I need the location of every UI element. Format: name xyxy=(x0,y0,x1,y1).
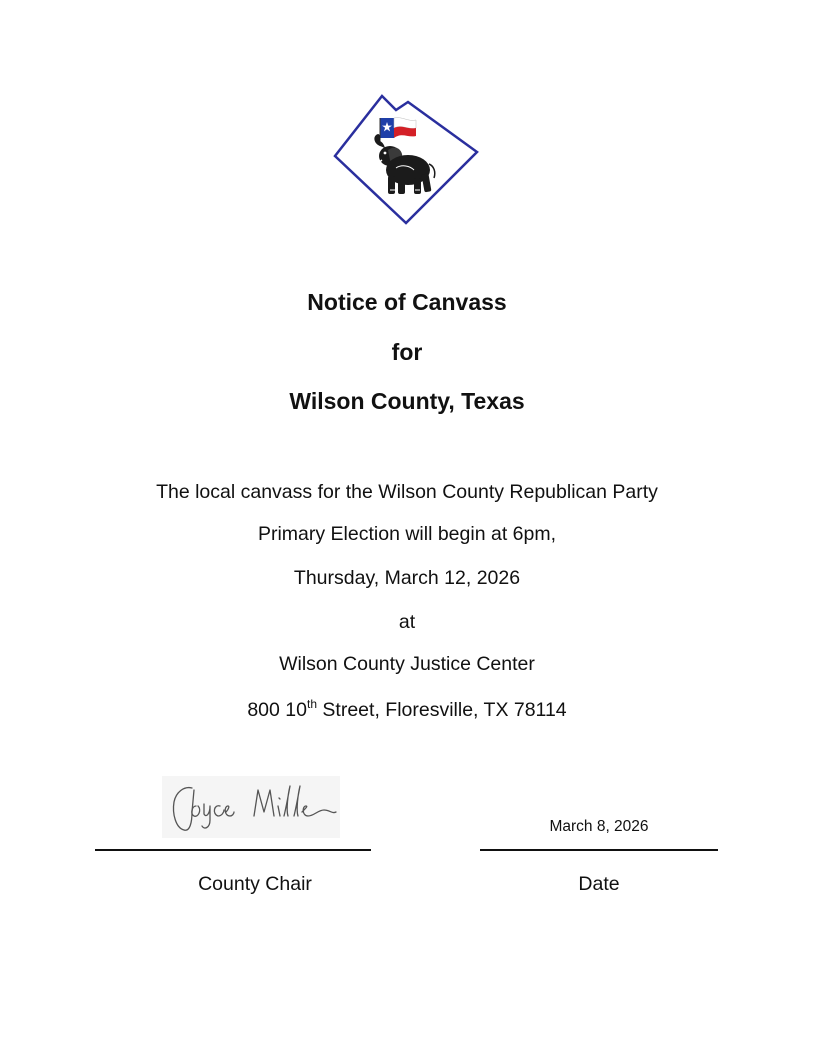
signed-date: March 8, 2026 xyxy=(549,818,649,835)
county-chair-label: County Chair xyxy=(198,873,312,895)
body-line-date: Thursday, March 12, 2026 xyxy=(293,567,521,589)
handwritten-signature xyxy=(162,776,340,838)
elephant-icon xyxy=(374,134,434,194)
body-line-election-start: Primary Election will begin at 6pm, xyxy=(257,523,557,545)
address-ordinal-suffix: th xyxy=(306,697,317,711)
address-rest: Street, Floresville, TX 78114 xyxy=(317,699,567,721)
body-line-address xyxy=(0,697,814,723)
texas-flag-icon xyxy=(380,118,416,146)
notice-title: Notice of Canvass xyxy=(307,289,507,315)
body-line-location: Wilson County Justice Center xyxy=(279,653,535,675)
date-label: Date xyxy=(578,873,620,895)
party-logo-icon xyxy=(330,94,482,226)
notice-title-county: Wilson County, Texas xyxy=(289,388,525,414)
notice-title-for: for xyxy=(391,339,423,365)
date-signature-line xyxy=(480,849,718,851)
body-line-canvass: The local canvass for the Wilson County Republican Party xyxy=(156,481,658,503)
address-number: 800 10 xyxy=(247,699,307,721)
body-line-at: at xyxy=(398,611,416,633)
chair-signature-line xyxy=(95,849,371,851)
